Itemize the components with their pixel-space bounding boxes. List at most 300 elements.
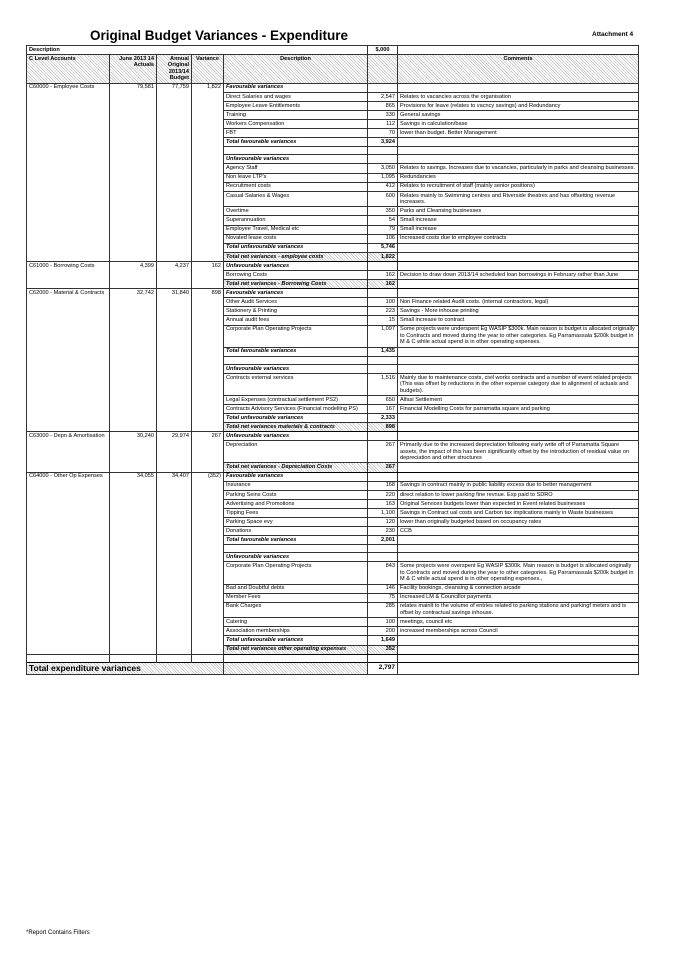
- table-row: [27, 562, 639, 584]
- account-actuals: [110, 307, 157, 316]
- account-actuals: [110, 191, 157, 207]
- account-variance: [192, 553, 224, 562]
- table-row: [27, 298, 639, 307]
- account-budget: [157, 508, 192, 517]
- item-amount: 5,746: [368, 243, 398, 252]
- table-row: [27, 602, 639, 618]
- table-row: [27, 627, 639, 636]
- item-description: Unfavourable variances: [224, 553, 368, 562]
- account-variance: [192, 414, 224, 423]
- header-description: Description: [27, 46, 368, 55]
- item-comment: Original Services budgets lower than expected in Event related businesses: [398, 499, 639, 508]
- account-name: [27, 356, 110, 364]
- account-budget: [157, 216, 192, 225]
- item-description: Total favourable variances: [224, 536, 368, 545]
- item-comment: [398, 138, 639, 147]
- item-comment: [398, 645, 639, 654]
- item-comment: [398, 472, 639, 481]
- variance-table-body: [27, 46, 639, 675]
- account-variance: 162: [192, 261, 224, 270]
- item-amount: 230: [368, 527, 398, 536]
- table-row: [27, 216, 639, 225]
- account-variance: [192, 527, 224, 536]
- item-comment: Financial Modelling Costs for parramatta square and parking: [398, 405, 639, 414]
- item-description: Employee Leave Entitlements: [224, 101, 368, 110]
- table-row: [27, 110, 639, 119]
- account-variance: [192, 405, 224, 414]
- item-comment: Redundancies: [398, 173, 639, 182]
- header-budget: Annual Original 2013/14 Budget: [157, 55, 192, 84]
- account-variance: [192, 499, 224, 508]
- account-name: [27, 234, 110, 243]
- account-variance: [192, 120, 224, 129]
- item-description: Overtime: [224, 207, 368, 216]
- account-budget: [157, 636, 192, 645]
- account-variance: [192, 101, 224, 110]
- item-amount: 75: [368, 593, 398, 602]
- item-comment: Parks and Cleansing businesses: [398, 207, 639, 216]
- item-description: [224, 545, 368, 553]
- item-description: Favourable variances: [224, 83, 368, 92]
- account-name: [27, 602, 110, 618]
- account-budget: [157, 545, 192, 553]
- account-actuals: [110, 373, 157, 395]
- account-actuals: [110, 527, 157, 536]
- item-comment: [398, 414, 639, 423]
- grand-total-comment: [398, 662, 639, 675]
- item-amount: 650: [368, 395, 398, 404]
- account-variance: [192, 225, 224, 234]
- item-amount: [368, 553, 398, 562]
- account-name: [27, 373, 110, 395]
- account-name: C60000 - Employee Costs: [27, 83, 110, 92]
- account-budget: [157, 101, 192, 110]
- item-comment: General savings: [398, 110, 639, 119]
- account-name: [27, 463, 110, 472]
- table-row: [27, 252, 639, 261]
- header-amount: [368, 55, 398, 84]
- account-actuals: [110, 120, 157, 129]
- item-amount: 1,100: [368, 508, 398, 517]
- table-row: [27, 545, 639, 553]
- attachment-label: Attachment 4: [592, 31, 634, 38]
- account-actuals: [110, 325, 157, 347]
- account-variance: [192, 280, 224, 289]
- table-row: [27, 356, 639, 364]
- account-budget: [157, 593, 192, 602]
- table-row: [27, 207, 639, 216]
- account-variance: [192, 463, 224, 472]
- item-description: Unfavourable variances: [224, 155, 368, 164]
- account-variance: [192, 92, 224, 101]
- account-budget: [157, 423, 192, 432]
- table-row: [27, 636, 639, 645]
- item-amount: 1,095: [368, 173, 398, 182]
- item-comment: Relates to recruitment of staff (mainly senior positions): [398, 182, 639, 191]
- item-comment: Facility bookings, cleansing & connection arcade: [398, 584, 639, 593]
- account-budget: [157, 645, 192, 654]
- account-name: [27, 584, 110, 593]
- item-amount: 1,435: [368, 347, 398, 356]
- header-comments: Comments: [398, 55, 639, 84]
- account-actuals: [110, 645, 157, 654]
- item-comment: Savings in Contract ual costs and Carbon tax implications mainly in Waste businesses: [398, 508, 639, 517]
- item-description: Training: [224, 110, 368, 119]
- account-budget: [157, 307, 192, 316]
- item-amount: 898: [368, 423, 398, 432]
- item-amount: 168: [368, 481, 398, 490]
- item-amount: 162: [368, 280, 398, 289]
- table-row: [27, 347, 639, 356]
- account-budget: 4,237: [157, 261, 192, 270]
- account-name: [27, 347, 110, 356]
- item-amount: 54: [368, 216, 398, 225]
- item-description: Unfavourable variances: [224, 261, 368, 270]
- item-description: Bad and Doubtful debts: [224, 584, 368, 593]
- account-variance: [192, 423, 224, 432]
- account-name: [27, 545, 110, 553]
- account-actuals: 4,399: [110, 261, 157, 270]
- table-row: [27, 289, 639, 298]
- header-row-unit: [27, 46, 639, 55]
- account-name: C64000 - Other Op Expenses: [27, 472, 110, 481]
- item-amount: 146: [368, 584, 398, 593]
- item-amount: 1,097: [368, 325, 398, 347]
- header-row-columns: [27, 55, 639, 84]
- account-variance: [192, 138, 224, 147]
- item-amount: 843: [368, 562, 398, 584]
- table-row: [27, 316, 639, 325]
- account-budget: [157, 618, 192, 627]
- item-amount: 285: [368, 602, 398, 618]
- item-comment: Relates mainly to Swimming centres and Riverside theatres and has offsetting revenue increases.: [398, 191, 639, 207]
- account-variance: [192, 347, 224, 356]
- account-budget: [157, 147, 192, 155]
- account-budget: [157, 155, 192, 164]
- account-variance: [192, 316, 224, 325]
- account-variance: [192, 298, 224, 307]
- account-budget: [157, 463, 192, 472]
- header-amount-unit: $,000: [368, 46, 398, 55]
- account-actuals: [110, 216, 157, 225]
- table-row: [27, 364, 639, 373]
- account-budget: [157, 225, 192, 234]
- table-row: [27, 618, 639, 627]
- item-description: FBT: [224, 129, 368, 138]
- item-amount: 330: [368, 110, 398, 119]
- item-description: Non leave LTP's: [224, 173, 368, 182]
- account-name: [27, 164, 110, 173]
- account-name: [27, 627, 110, 636]
- table-row: [27, 414, 639, 423]
- item-amount: 223: [368, 307, 398, 316]
- account-name: [27, 182, 110, 191]
- account-name: [27, 307, 110, 316]
- account-actuals: [110, 207, 157, 216]
- account-variance: [192, 364, 224, 373]
- item-description: Agency Staff: [224, 164, 368, 173]
- account-budget: [157, 110, 192, 119]
- account-actuals: [110, 243, 157, 252]
- item-description: Parking Space evy: [224, 518, 368, 527]
- account-budget: [157, 627, 192, 636]
- account-variance: 1,822: [192, 83, 224, 92]
- item-description: Advertising and Promotions: [224, 499, 368, 508]
- table-row: [27, 373, 639, 395]
- item-comment: lower than budget. Better Management: [398, 129, 639, 138]
- account-variance: [192, 545, 224, 553]
- account-budget: [157, 347, 192, 356]
- item-comment: Alfasi Settlement: [398, 395, 639, 404]
- account-budget: [157, 182, 192, 191]
- account-name: [27, 298, 110, 307]
- table-row: [27, 138, 639, 147]
- account-budget: [157, 536, 192, 545]
- table-row: [27, 101, 639, 110]
- account-variance: [192, 234, 224, 243]
- account-name: C63000 - Depn & Amortisation: [27, 432, 110, 441]
- item-amount: 600: [368, 191, 398, 207]
- account-budget: [157, 602, 192, 618]
- account-budget: [157, 405, 192, 414]
- table-row: [27, 593, 639, 602]
- table-row: [27, 191, 639, 207]
- item-description: Direct Salaries and wages: [224, 92, 368, 101]
- account-variance: [192, 155, 224, 164]
- account-name: [27, 147, 110, 155]
- account-name: [27, 536, 110, 545]
- account-actuals: [110, 225, 157, 234]
- item-amount: 3,050: [368, 164, 398, 173]
- account-budget: [157, 441, 192, 463]
- account-budget: [157, 280, 192, 289]
- table-row: [27, 508, 639, 517]
- account-budget: [157, 395, 192, 404]
- account-name: [27, 191, 110, 207]
- account-actuals: [110, 481, 157, 490]
- account-budget: [157, 129, 192, 138]
- item-comment: Relates to savings. Increases due to vacancies, particularly in parks and cleansing businesses.: [398, 164, 639, 173]
- account-budget: 77,759: [157, 83, 192, 92]
- item-description: Stationery & Printing: [224, 307, 368, 316]
- item-amount: [368, 261, 398, 270]
- account-name: [27, 395, 110, 404]
- table-row: [27, 441, 639, 463]
- account-actuals: [110, 423, 157, 432]
- table-row: [27, 173, 639, 182]
- item-comment: Relates to vacancies across the organisation: [398, 92, 639, 101]
- item-description: Parking Seins Costs: [224, 490, 368, 499]
- item-description: Corporate Plan Operating Projects: [224, 325, 368, 347]
- table-row: [27, 92, 639, 101]
- item-amount: [368, 155, 398, 164]
- spacer-cell: [27, 654, 110, 662]
- spacer-cell: [110, 654, 157, 662]
- item-description: Legal Expenses (contractual settlement PS2): [224, 395, 368, 404]
- item-comment: [398, 280, 639, 289]
- item-description: Favourable variances: [224, 289, 368, 298]
- item-comment: lower than originally budgeted based on occupancy rates: [398, 518, 639, 527]
- item-comment: Increased LM & Councillor payments: [398, 593, 639, 602]
- table-row: [27, 83, 639, 92]
- account-name: [27, 173, 110, 182]
- account-variance: [192, 593, 224, 602]
- account-variance: [192, 307, 224, 316]
- account-variance: [192, 356, 224, 364]
- account-variance: [192, 481, 224, 490]
- item-description: Annual audit fees: [224, 316, 368, 325]
- account-actuals: [110, 356, 157, 364]
- account-actuals: [110, 173, 157, 182]
- item-comment: [398, 261, 639, 270]
- item-amount: [368, 472, 398, 481]
- item-comment: [398, 364, 639, 373]
- account-budget: [157, 356, 192, 364]
- item-description: Novated lease costs: [224, 234, 368, 243]
- grand-total-amount: 2,797: [368, 662, 398, 675]
- account-budget: [157, 316, 192, 325]
- item-amount: 167: [368, 405, 398, 414]
- account-variance: 267: [192, 432, 224, 441]
- item-comment: [398, 155, 639, 164]
- account-budget: [157, 364, 192, 373]
- item-comment: [398, 553, 639, 562]
- table-row: [27, 405, 639, 414]
- account-variance: [192, 270, 224, 279]
- item-comment: [398, 347, 639, 356]
- item-amount: 15: [368, 316, 398, 325]
- account-name: [27, 110, 110, 119]
- item-description: Association memberships: [224, 627, 368, 636]
- account-variance: [192, 508, 224, 517]
- account-name: [27, 101, 110, 110]
- account-name: [27, 618, 110, 627]
- account-actuals: [110, 147, 157, 155]
- grand-total-label: Total expenditure variances: [27, 662, 224, 675]
- item-description: Total favourable variances: [224, 138, 368, 147]
- item-amount: 1,516: [368, 373, 398, 395]
- account-actuals: [110, 636, 157, 645]
- account-name: [27, 527, 110, 536]
- item-amount: 220: [368, 490, 398, 499]
- account-actuals: [110, 618, 157, 627]
- spacer-cell: [192, 654, 224, 662]
- item-amount: [368, 545, 398, 553]
- table-row: [27, 490, 639, 499]
- item-comment: Mainly due to maintenance costs, civil works contracts and a number of event related projects (This was offset by reductions in the other expense category due to alignment of actuals and budgets).: [398, 373, 639, 395]
- account-actuals: [110, 545, 157, 553]
- item-amount: 2,333: [368, 414, 398, 423]
- account-budget: 34,407: [157, 472, 192, 481]
- account-variance: [192, 252, 224, 261]
- account-budget: [157, 252, 192, 261]
- account-actuals: [110, 405, 157, 414]
- table-row: [27, 584, 639, 593]
- spacer-cell: [224, 654, 368, 662]
- grand-total-row: [27, 662, 639, 675]
- item-comment: [398, 289, 639, 298]
- item-description: Recruitment costs: [224, 182, 368, 191]
- item-amount: 350: [368, 207, 398, 216]
- account-name: [27, 120, 110, 129]
- account-variance: [192, 164, 224, 173]
- account-variance: [192, 562, 224, 584]
- account-budget: [157, 92, 192, 101]
- account-actuals: [110, 627, 157, 636]
- account-actuals: 79,581: [110, 83, 157, 92]
- account-variance: [192, 602, 224, 618]
- account-actuals: [110, 298, 157, 307]
- account-name: [27, 405, 110, 414]
- table-row: [27, 481, 639, 490]
- item-amount: [368, 147, 398, 155]
- item-description: Unfavourable variances: [224, 364, 368, 373]
- item-amount: 412: [368, 182, 398, 191]
- item-description: Bank Charges: [224, 602, 368, 618]
- account-name: [27, 216, 110, 225]
- item-description: Contracts external services: [224, 373, 368, 395]
- account-variance: [192, 147, 224, 155]
- item-description: Total favourable variances: [224, 347, 368, 356]
- account-name: [27, 138, 110, 147]
- table-row: [27, 261, 639, 270]
- header-variance: Variance: [192, 55, 224, 84]
- account-actuals: 34,055: [110, 472, 157, 481]
- account-actuals: [110, 164, 157, 173]
- table-row: [27, 463, 639, 472]
- item-comment: [398, 252, 639, 261]
- account-name: [27, 490, 110, 499]
- table-row: [27, 472, 639, 481]
- item-comment: Savings in calculation/base: [398, 120, 639, 129]
- item-amount: 106: [368, 234, 398, 243]
- account-actuals: [110, 347, 157, 356]
- account-variance: [192, 618, 224, 627]
- account-name: [27, 252, 110, 261]
- account-variance: [192, 636, 224, 645]
- account-actuals: [110, 138, 157, 147]
- item-description: [224, 356, 368, 364]
- item-comment: [398, 243, 639, 252]
- account-actuals: [110, 593, 157, 602]
- item-description: Corporate Plan Operating Projects: [224, 562, 368, 584]
- account-variance: [192, 191, 224, 207]
- item-description: Depreciation: [224, 441, 368, 463]
- item-description: Donations: [224, 527, 368, 536]
- account-budget: [157, 207, 192, 216]
- table-row: [27, 225, 639, 234]
- header-blank: [398, 46, 639, 55]
- item-amount: 1,649: [368, 636, 398, 645]
- item-description: Total net variances other operating expenses: [224, 645, 368, 654]
- account-name: [27, 562, 110, 584]
- item-amount: 162: [368, 270, 398, 279]
- item-comment: Primarily due to the increased depreciation following early write off of Parramatta Square assets, the impact of this has been significantly offset by the introduction of residual value on depreciation and other structures: [398, 441, 639, 463]
- account-name: [27, 92, 110, 101]
- item-comment: [398, 545, 639, 553]
- item-amount: [368, 83, 398, 92]
- item-amount: [368, 432, 398, 441]
- item-description: Insurance: [224, 481, 368, 490]
- spacer-cell: [157, 654, 192, 662]
- item-comment: Small increase: [398, 225, 639, 234]
- item-amount: 352: [368, 645, 398, 654]
- account-name: [27, 553, 110, 562]
- account-variance: [192, 182, 224, 191]
- account-budget: [157, 298, 192, 307]
- account-actuals: [110, 414, 157, 423]
- item-description: [224, 147, 368, 155]
